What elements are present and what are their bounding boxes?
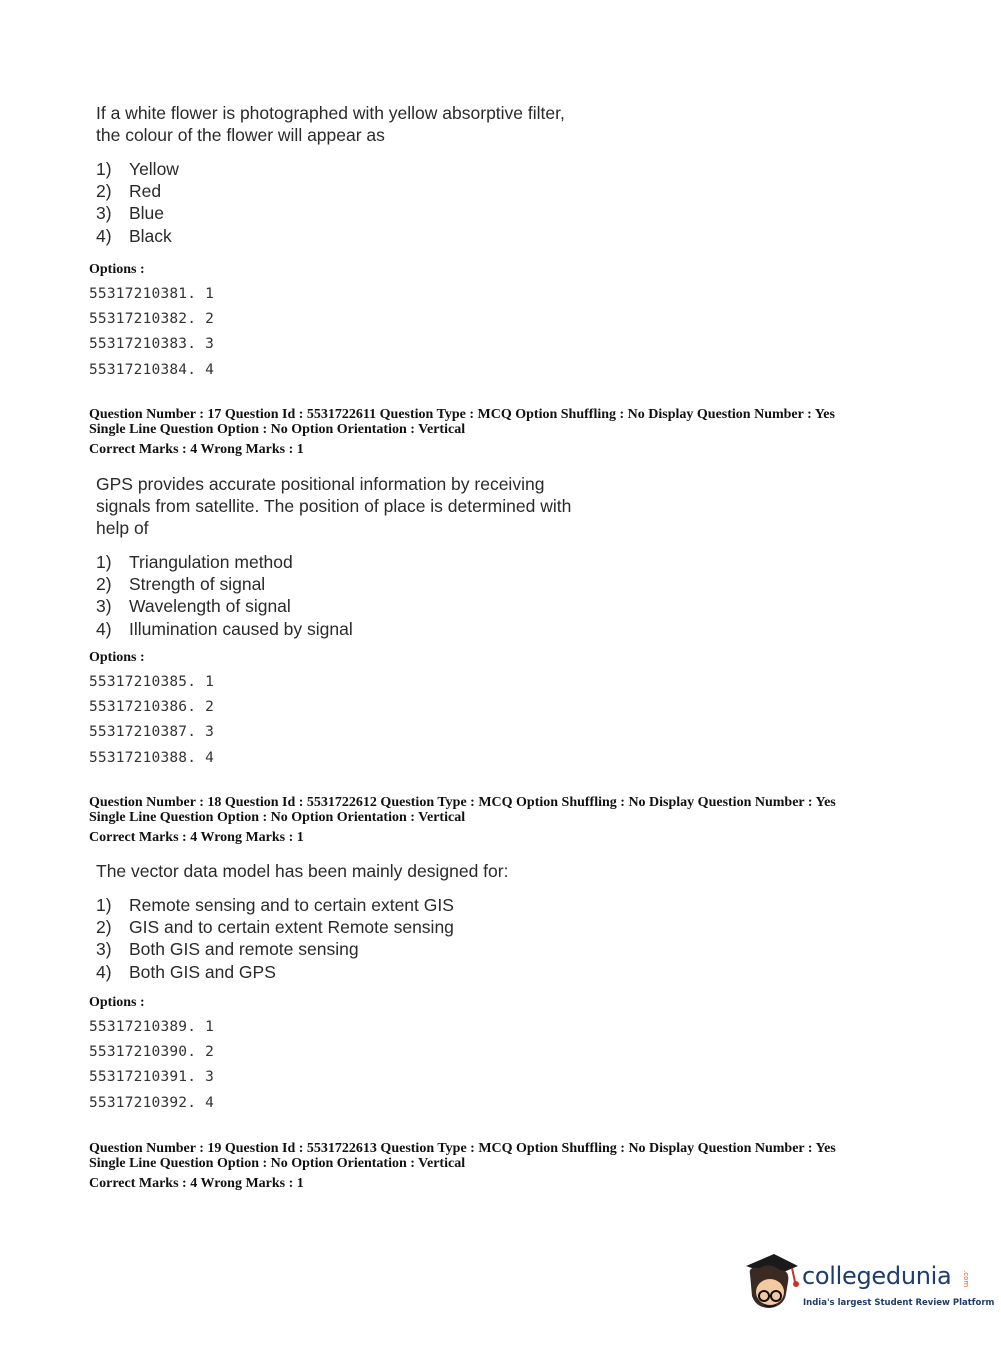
choice-item [96, 595, 616, 617]
choice-text: Yellow [129, 159, 179, 179]
option-id: 55317210391. 3 [89, 1069, 215, 1086]
choice-number: 2) [96, 181, 112, 202]
question-17-body [96, 473, 616, 640]
choice-number: 1) [96, 159, 112, 179]
choice-item [96, 573, 616, 595]
choice-text: Both GIS and remote sensing [129, 939, 359, 960]
options-label: Options : [89, 262, 145, 277]
choice-item [96, 938, 616, 960]
question-meta-line: Question Number : 19 Question Id : 5531722613 Question Type : MCQ Option Shuffling : No Display Question Number : Yes [89, 1141, 836, 1156]
stem-line: GPS provides accurate positional information by receiving [96, 474, 545, 494]
choice-text: Remote sensing and to certain extent GIS [129, 895, 454, 915]
stem-line: help of [96, 518, 149, 538]
choice-text: Blue [129, 203, 165, 224]
question-19-meta [89, 1141, 909, 1191]
choice-text: Strength of signal [129, 574, 266, 595]
question-meta-line: Question Number : 17 Question Id : 5531722611 Question Type : MCQ Option Shuffling : No Display Question Number : Yes [89, 407, 835, 422]
question-marks: Correct Marks : 4 Wrong Marks : 1 [89, 830, 304, 845]
question-18-meta [89, 795, 909, 845]
choice-number: 3) [96, 596, 112, 617]
choice-item [96, 961, 616, 983]
option-id: 55317210382. 2 [89, 311, 215, 328]
question-marks: Correct Marks : 4 Wrong Marks : 1 [89, 442, 304, 457]
choice-item [96, 894, 616, 916]
choice-text: Illumination caused by signal [129, 618, 353, 639]
stem-line: the colour of the flower will appear as [96, 125, 385, 145]
brand-tagline: India's largest Student Review Platform [803, 1298, 995, 1308]
option-id: 55317210392. 4 [89, 1094, 215, 1111]
question-meta-line: Question Number : 18 Question Id : 5531722612 Question Type : MCQ Option Shuffling : No Display Question Number : Yes [89, 795, 836, 810]
question-17-options [89, 650, 214, 771]
options-label: Options : [89, 995, 145, 1010]
option-id: 55317210387. 3 [89, 724, 215, 741]
question-17-meta [89, 407, 909, 457]
stem-line: If a white flower is photographed with yellow absorptive filter, [96, 103, 565, 123]
question-18-body [96, 860, 616, 983]
question-16-options [89, 262, 214, 383]
question-meta-line: Single Line Question Option : No Option Orientation : Vertical [89, 1156, 466, 1171]
question-meta-line: Single Line Question Option : No Option Orientation : Vertical [89, 422, 466, 437]
option-id: 55317210390. 2 [89, 1044, 215, 1061]
choice-item [96, 916, 616, 938]
choice-number: 3) [96, 203, 112, 224]
question-16-stem [96, 102, 616, 146]
choice-item [96, 551, 616, 573]
question-17-choices [96, 551, 616, 640]
choice-number: 4) [96, 225, 112, 246]
question-18-choices [96, 894, 616, 983]
stem-line: The vector data model has been mainly designed for: [96, 861, 509, 881]
choice-item [96, 158, 616, 180]
choice-number: 2) [96, 574, 112, 595]
brand-name: collegedunia [802, 1262, 952, 1290]
option-id: 55317210386. 2 [89, 699, 215, 716]
choice-text: Both GIS and GPS [129, 961, 276, 982]
stem-line: signals from satellite. The position of place is determined with [96, 496, 572, 516]
choice-text: Black [129, 225, 172, 246]
options-label: Options : [89, 650, 145, 665]
choice-number: 3) [96, 939, 112, 960]
option-id: 55317210385. 1 [89, 674, 215, 690]
choice-item [96, 180, 616, 202]
mascot-icon [740, 1252, 802, 1314]
question-17-stem [96, 473, 616, 539]
option-id: 55317210383. 3 [89, 336, 215, 353]
collegedunia-logo [740, 1252, 995, 1316]
question-18-stem [96, 860, 616, 882]
option-id: 55317210389. 1 [89, 1019, 215, 1035]
choice-number: 2) [96, 917, 112, 938]
choice-number: 1) [96, 895, 112, 915]
option-id: 55317210384. 4 [89, 361, 215, 378]
choice-number: 4) [96, 961, 112, 982]
question-16-choices [96, 158, 616, 247]
question-meta-line: Single Line Question Option : No Option Orientation : Vertical [89, 810, 466, 825]
question-marks: Correct Marks : 4 Wrong Marks : 1 [89, 1176, 304, 1191]
brand-suffix: .com [962, 1270, 970, 1288]
question-18-options [89, 995, 214, 1116]
choice-text: Red [129, 181, 162, 202]
option-id: 55317210381. 1 [89, 286, 215, 302]
tassel-shape [792, 1268, 795, 1282]
question-16-body [96, 102, 616, 247]
choice-text: Triangulation method [129, 552, 293, 572]
tassel-end [793, 1281, 799, 1287]
choice-item [96, 225, 616, 247]
choice-text: GIS and to certain extent Remote sensing [129, 917, 454, 938]
choice-text: Wavelength of signal [129, 596, 291, 617]
choice-item [96, 202, 616, 224]
choice-number: 4) [96, 618, 112, 639]
option-id: 55317210388. 4 [89, 749, 215, 766]
choice-number: 1) [96, 552, 112, 572]
choice-item [96, 618, 616, 640]
